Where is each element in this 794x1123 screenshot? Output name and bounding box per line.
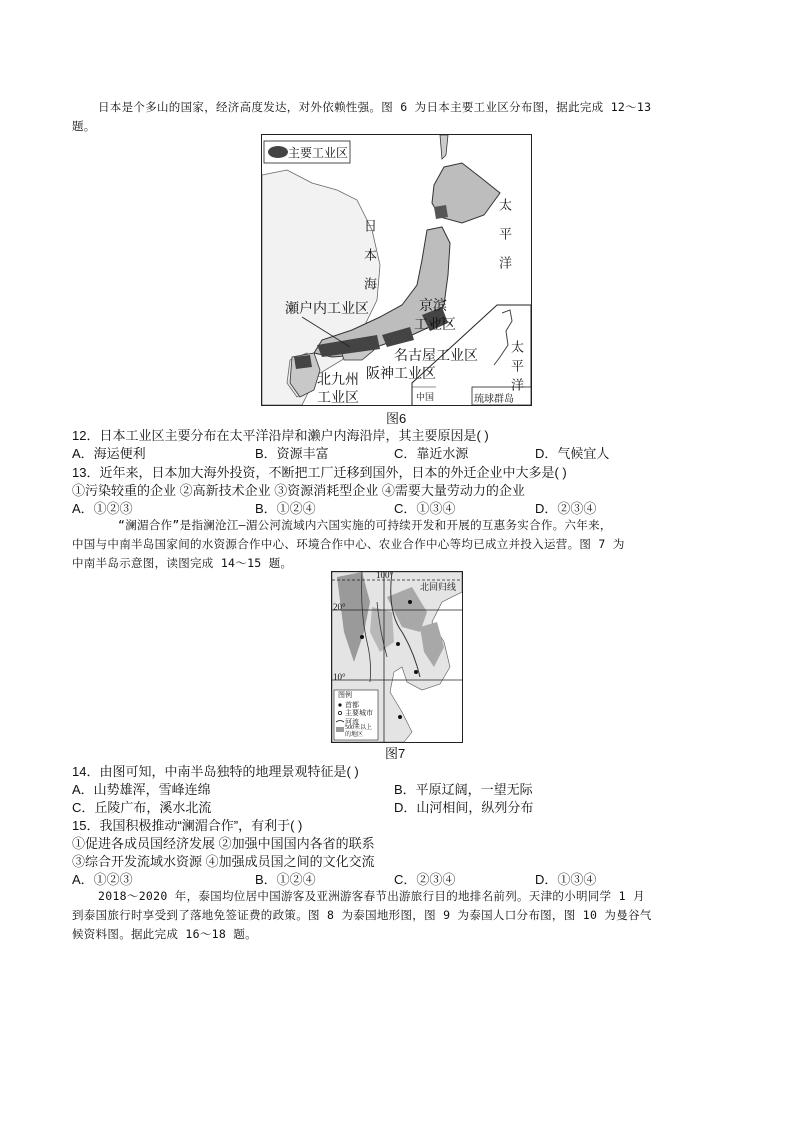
legend-swatch-icon xyxy=(268,146,288,158)
q14-option-d[interactable]: D．山河相间，纵列分布 xyxy=(394,800,534,815)
figure-7-caption: 图7 xyxy=(385,746,406,761)
industrial-zone-kitakyushu xyxy=(294,355,312,369)
industrial-zone-hokkaido xyxy=(434,205,448,219)
q15-items-1: ①促进各成员国经济发展 ②加强中国国内各省的联系 xyxy=(72,836,375,851)
intro3-line1: 2018～2020 年，泰国均位居中国游客及亚洲游客春节出游旅行目的地排名前列。天津的小明同学 1 月 xyxy=(98,889,645,903)
q15-option-b[interactable]: B．①②④ xyxy=(255,872,316,887)
q14-option-c[interactable]: C．丘陵广布，溪水北流 xyxy=(72,800,212,815)
q14-stem: 14．由图可知，中南半岛独特的地理景观特征是( ) xyxy=(72,764,359,779)
lat-10-label: 10° xyxy=(333,672,346,682)
q15-stem: 15．我国积极推动“澜湄合作”，有利于( ) xyxy=(72,818,303,833)
inset-pacific-label: 太平洋 xyxy=(509,340,524,397)
q14-option-a[interactable]: A．山势雄浑，雪峰连绵 xyxy=(72,782,211,797)
kitakyushu-label-1: 北九州 xyxy=(317,373,359,388)
intro3-line2: 到泰国旅行时享受到了落地免签证费的政策。图 8 为泰国地形图，图 9 为泰国人口分布图，图 10 为曼谷气 xyxy=(72,908,652,922)
q13-option-b[interactable]: B．①②④ xyxy=(255,501,316,516)
legend-title: 图例 xyxy=(338,691,352,699)
q13-option-a[interactable]: A．①②③ xyxy=(72,501,133,516)
hanshin-label: 阪神工业区 xyxy=(366,367,436,382)
inset-china-label: 中国 xyxy=(416,392,435,402)
inset-ryukyu-label: 琉球群岛 xyxy=(474,394,514,405)
q15-option-a[interactable]: A．①②③ xyxy=(72,872,133,887)
lat-20-label: 20° xyxy=(333,602,346,612)
q14-option-b[interactable]: B．平原辽阔，一望无际 xyxy=(394,782,533,797)
q15-option-d[interactable]: D．①③④ xyxy=(535,872,597,887)
q13-option-d[interactable]: D．②③④ xyxy=(535,501,597,516)
keihin-label-1: 京滨 xyxy=(419,299,447,314)
legend-capital: 首都 xyxy=(345,701,359,709)
keihin-label-2: 工业区 xyxy=(414,318,456,333)
legend-river: 河流 xyxy=(345,718,359,726)
intro2-line2: 中国与中南半岛国家间的水资源合作中心、环境合作中心、农业合作中心等均已成立并投入运营。图 7 为 xyxy=(72,537,625,551)
q12-option-d[interactable]: D．气候宜人 xyxy=(535,446,610,461)
setouchi-label: 瀬户内工业区 xyxy=(285,302,369,317)
legend-label: 主要工业区 xyxy=(288,146,349,160)
q12-option-a[interactable]: A．海运便利 xyxy=(72,446,146,461)
intro2-line3: 中南半岛示意图，读图完成 14～15 题。 xyxy=(72,556,293,570)
figure-6-japan-map xyxy=(261,134,532,406)
q15-items-2: ③综合开发流域水资源 ④加强成员国之间的文化交流 xyxy=(72,854,375,869)
q13-option-c[interactable]: C．①③④ xyxy=(394,501,456,516)
figure-6-caption: 图6 xyxy=(386,411,407,426)
legend-city: 主要城市 xyxy=(345,709,373,717)
q15-option-c[interactable]: C．②③④ xyxy=(394,872,456,887)
kitakyushu-label-2: 工业区 xyxy=(317,391,359,406)
intro1-line2: 题。 xyxy=(72,119,96,133)
tropic-of-cancer-label: 北回归线 xyxy=(420,582,457,592)
figure-7-indochina-map xyxy=(331,571,463,743)
q12-stem: 12．日本工业区主要分布在太平洋沿岸和濑户内海沿岸，其主要原因是( ) xyxy=(72,428,489,443)
q12-option-c[interactable]: C．靠近水源 xyxy=(394,446,469,461)
pacific-ocean-label: 太平洋 xyxy=(497,198,512,285)
q13-stem: 13．近年来，日本加大海外投资，不断把工厂迁移到国外，日本的外迁企业中大多是( ) xyxy=(72,465,567,480)
lon-100-label: 100° xyxy=(376,571,394,580)
intro2-line1: “澜湄合作”是指澜沧江—湄公河流域内六国实施的可持续开发和开展的互惠务实合作。六年来， xyxy=(118,518,612,532)
q12-option-b[interactable]: B．资源丰富 xyxy=(255,446,329,461)
nagoya-label: 名古屋工业区 xyxy=(394,349,478,364)
q13-items: ①污染较重的企业 ②高新技术企业 ③资源消耗型企业 ④需要大量劳动力的企业 xyxy=(72,483,525,498)
intro3-line3: 候资料图。据此完成 16～18 题。 xyxy=(72,927,257,941)
legend-highland: 500米以上的地区 xyxy=(345,725,373,738)
sea-of-japan-label: 日本海 xyxy=(362,219,377,306)
intro1-line1: 日本是个多山的国家，经济高度发达，对外依赖性强。图 6 为日本主要工业区分布图，据此完成 12～13 xyxy=(98,100,652,114)
